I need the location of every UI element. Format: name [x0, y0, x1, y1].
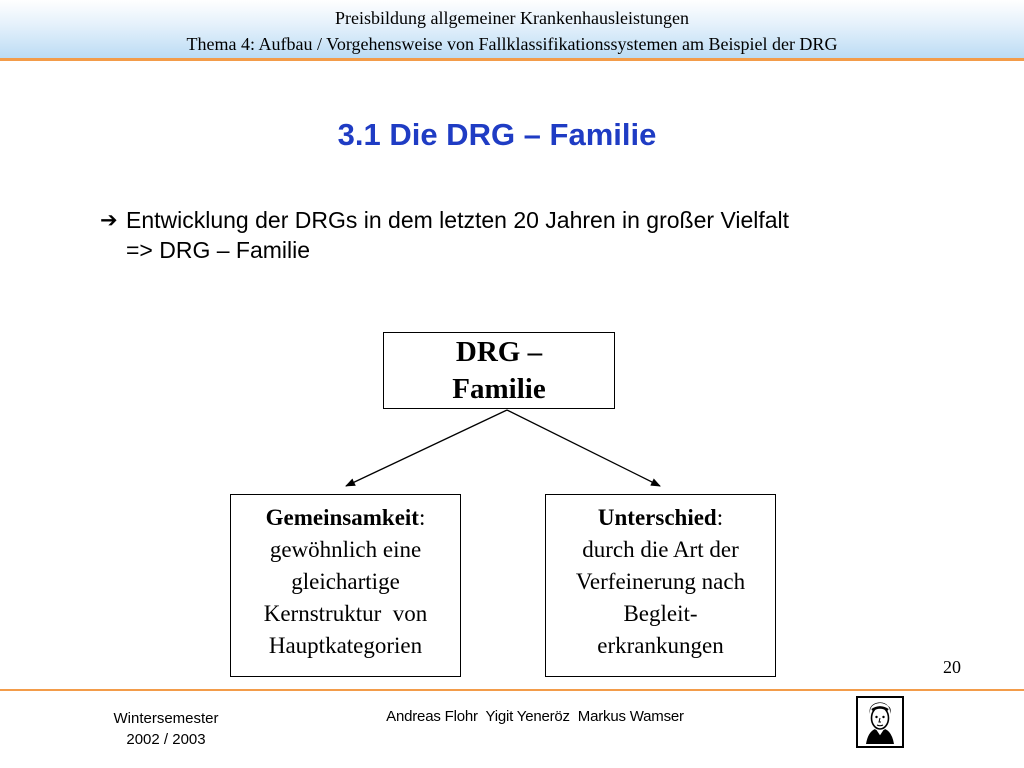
diagram-root-box: [383, 332, 615, 409]
root-line-2: Familie: [452, 373, 546, 405]
slide-title: 3.1 Die DRG – Familie: [337, 117, 657, 152]
connector-left-arrow: [346, 410, 507, 486]
left-heading-line: [231, 502, 460, 534]
right-line-4: erkrankungen: [597, 633, 724, 658]
bullet-line-2: => DRG – Familie: [126, 237, 311, 263]
left-line-2: gleichartige: [291, 569, 400, 594]
left-heading: Gemeinsamkeit: [265, 505, 419, 530]
page-number: 20: [943, 657, 961, 677]
goethe-portrait-icon: [856, 696, 904, 748]
arrow-right-icon: ➔: [100, 208, 118, 232]
connector-right-arrow: [507, 410, 660, 486]
left-line-1: gewöhnlich eine: [269, 537, 422, 562]
diagram-right-box: [545, 494, 776, 677]
header-title: Preisbildung allgemeiner Krankenhausleistungen: [335, 8, 689, 28]
left-line-4: Hauptkategorien: [268, 633, 423, 658]
right-line-1: durch die Art der: [582, 537, 739, 562]
footer-semester: [96, 708, 236, 750]
header-subtitle: Thema 4: Aufbau / Vorgehensweise von Fallklassifikationssystemen am Beispiel der DRG: [186, 34, 838, 54]
root-line-1: DRG –: [455, 336, 543, 368]
right-heading: Unterschied: [597, 505, 717, 530]
bullet-line-1: Entwicklung der DRGs in dem letzten 20 Jahren in großer Vielfalt: [126, 207, 790, 233]
right-heading-colon: :: [716, 505, 724, 530]
footer-semester-line-2: 2002 / 2003: [126, 731, 206, 748]
footer-divider: [0, 689, 1024, 691]
left-line-3: Kernstruktur von: [263, 601, 428, 626]
diagram-left-box: [230, 494, 461, 677]
footer-authors: Andreas Flohr Yigit Yeneröz Markus Wamser: [386, 708, 684, 725]
right-line-2: Verfeinerung nach: [575, 569, 746, 594]
right-line-3: Begleit-: [623, 601, 698, 626]
left-heading-colon: :: [418, 505, 426, 530]
right-heading-line: [546, 502, 775, 534]
footer-semester-line-1: Wintersemester: [113, 710, 219, 727]
